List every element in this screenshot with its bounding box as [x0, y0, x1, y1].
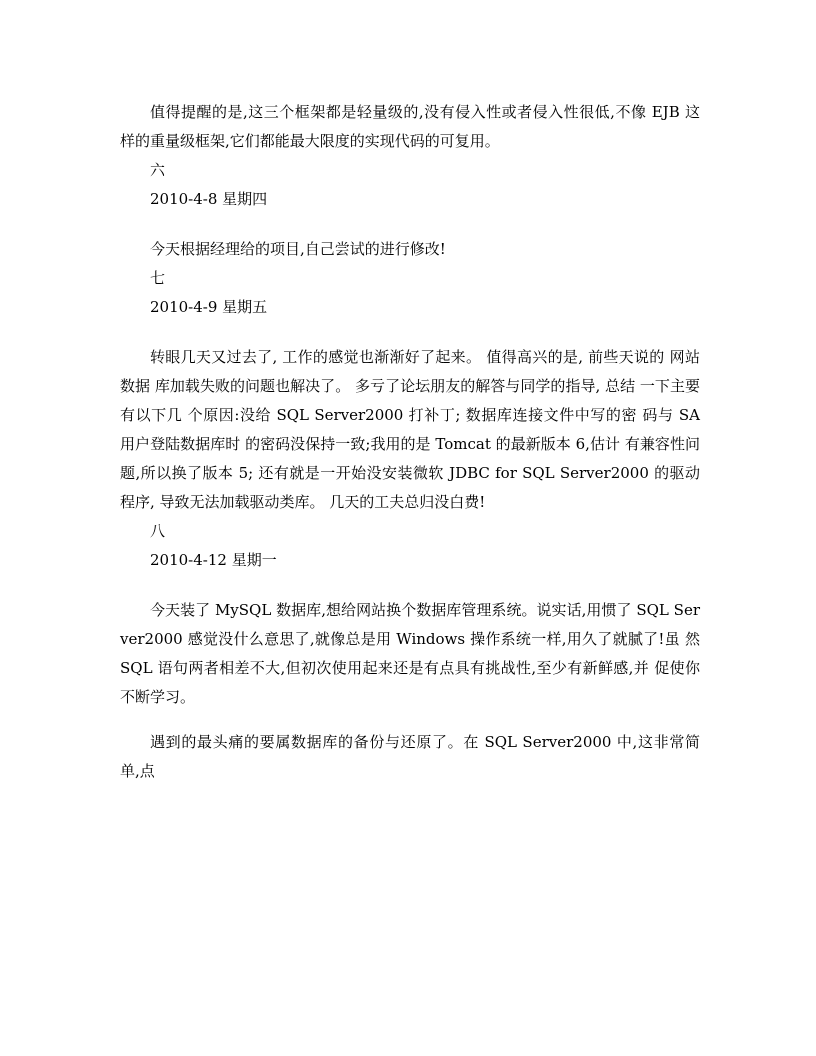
- paragraph-backup-restore: 遇到的最头痛的要属数据库的备份与还原了。在 SQL Server2000 中,这非常简 单,点: [120, 733, 705, 780]
- paragraph-mysql-install: 今天装了 MySQL 数据库,想给网站换个数据库管理系统。说实话,用惯了 SQL Server2000 感觉没什么意思了,就像总是用 Windows 操作系统一样,用久了就腻了!虽 然 SQL 语句两者相差不大,但初次使用起来还是有点具有挑战性,至少有新鲜感,并 促使你 不断学习。: [120, 601, 705, 706]
- section-number-eight: 八: [150, 522, 166, 540]
- section-number-seven: 七: [150, 269, 166, 287]
- date-heading-2010-4-8: 2010-4-8 星期四: [150, 190, 268, 208]
- section-number-six: 六: [150, 161, 166, 179]
- date-heading-2010-4-9: 2010-4-9 星期五: [150, 298, 268, 316]
- document-page: [120, 98, 705, 786]
- paragraph-project-modify: 今天根据经理给的项目,自己尝试的进行修改!: [150, 240, 446, 258]
- paragraph-framework-note: 值得提醒的是,这三个框架都是轻量级的,没有侵入性或者侵入性很低,不像 EJB 这 样的重量级框架,它们都能最大限度的实现代码的可复用。: [120, 103, 705, 150]
- paragraph-database-fix: 转眼几天又过去了, 工作的感觉也渐渐好了起来。 值得高兴的是, 前些天说的 网站数据 库加载失败的问题也解决了。 多亏了论坛朋友的解答与同学的指导, 总结 一下主要有以下几 个原因:没给 SQL Server2000 打补丁; 数据库连接文件中写的密 码与 SA 用户登陆数据库时 的密码没保持一致;我用的是 Tomcat 的最新版本 6,估计 有兼容性问题,所以换了版本 5; 还有就是一开始没安装微软 JDBC for SQL Server2000 的驱动程序, 导致无法加载驱动类库。 几天的工夫总归没白费!: [120, 348, 705, 511]
- date-heading-2010-4-12: 2010-4-12 星期一: [150, 551, 277, 569]
